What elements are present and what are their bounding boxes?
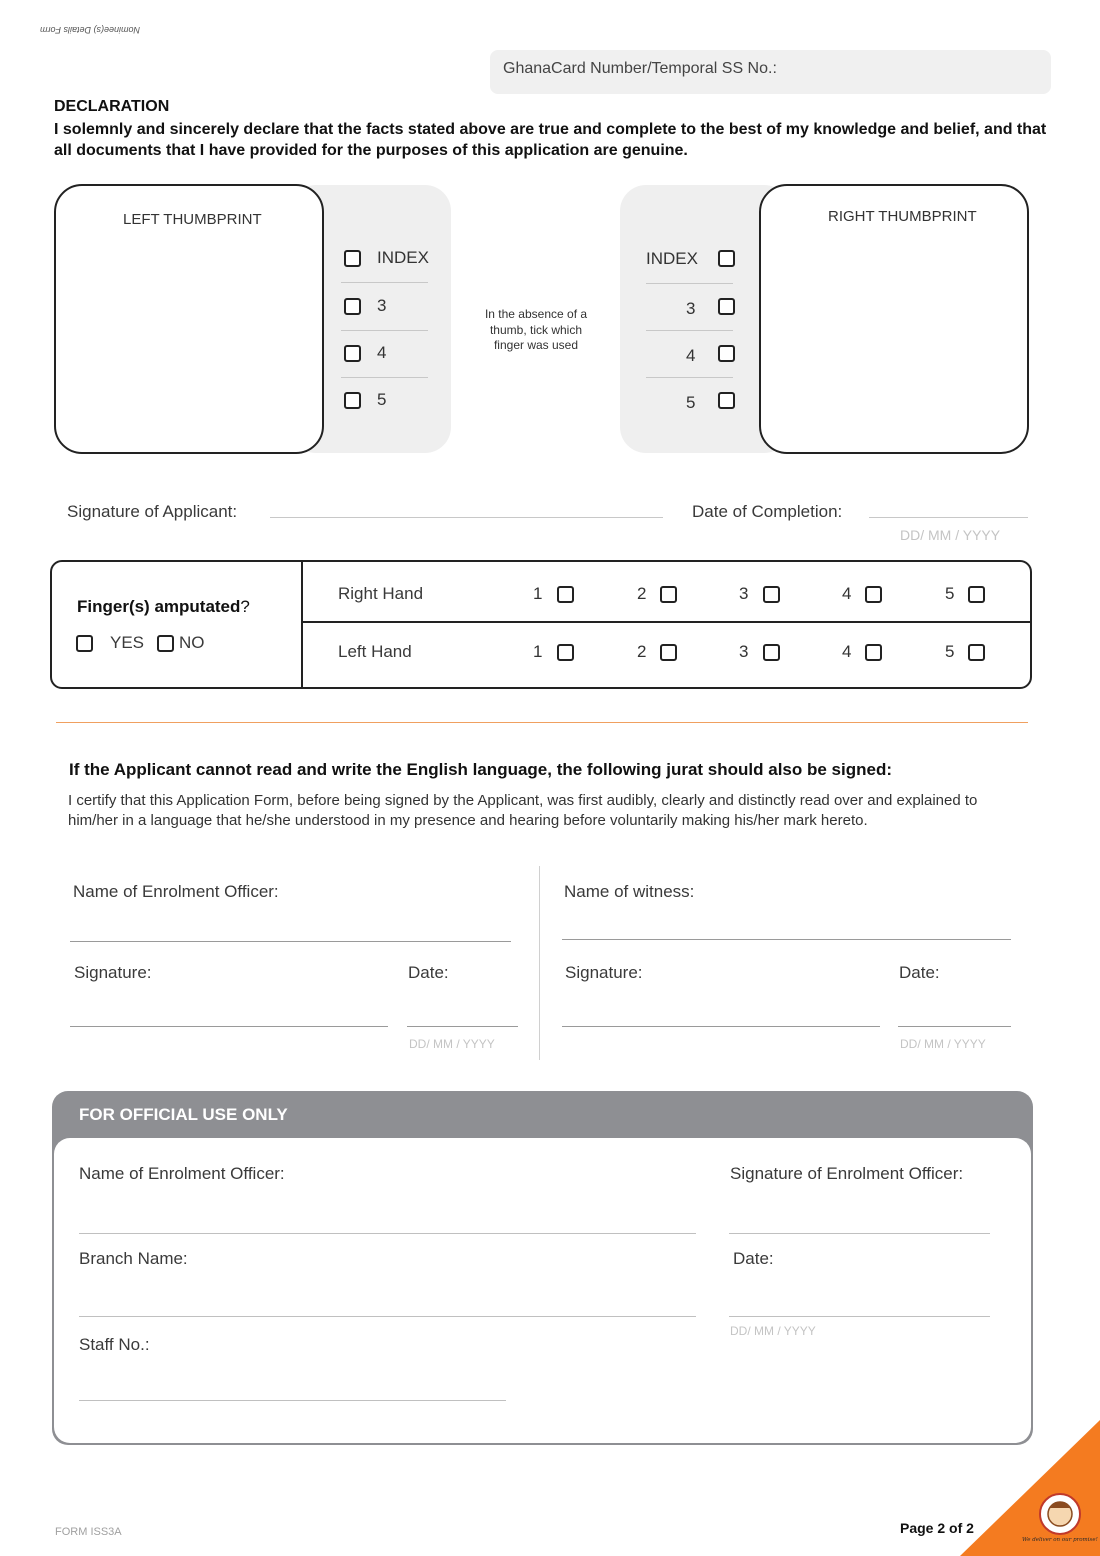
left-finger-3-label: 3 — [377, 296, 387, 315]
left-hand-finger-4-label: 4 — [842, 642, 852, 661]
jurat-officer-name-label: Name of Enrolment Officer: — [73, 882, 279, 901]
amputation-row-divider — [302, 621, 1031, 623]
right-finger-4-checkbox[interactable] — [718, 345, 735, 362]
divider — [341, 377, 428, 378]
thumb-absence-note: In the absence of a thumb, tick which finger was used — [484, 307, 588, 352]
left-hand-finger-5-checkbox[interactable] — [968, 644, 985, 661]
jurat-text: I certify that this Application Form, before being signed by the Applicant, was first audibly, clearly and distinctly read over and explained to him/her in a language that he/she understood in my presence and hearing before voluntarily making his/her mark hereto. — [68, 792, 978, 829]
question-mark: ? — [240, 597, 250, 616]
form-code: FORM ISS3A — [55, 1526, 122, 1538]
witness-date-line[interactable] — [898, 1026, 1011, 1027]
right-hand-finger-4-label: 4 — [842, 584, 852, 603]
applicant-signature-line[interactable] — [270, 517, 663, 518]
amputation-no-checkbox[interactable] — [157, 635, 174, 652]
divider — [646, 377, 733, 378]
right-hand-finger-2-label: 2 — [637, 584, 647, 603]
amputation-yes-label: YES — [110, 633, 145, 652]
right-finger-5-checkbox[interactable] — [718, 392, 735, 409]
jurat-officer-date-placeholder: DD/ MM / YYYY — [409, 1037, 495, 1051]
orange-corner-triangle — [960, 1420, 1100, 1556]
witness-name-label: Name of witness: — [564, 882, 695, 901]
applicant-signature-label: Signature of Applicant: — [67, 502, 238, 521]
official-date-line[interactable] — [729, 1316, 990, 1317]
staff-no-label: Staff No.: — [79, 1335, 150, 1354]
left-index-checkbox[interactable] — [344, 250, 361, 267]
amputation-divider — [301, 561, 303, 688]
right-hand-label: Right Hand — [338, 584, 424, 603]
right-hand-finger-3-label: 3 — [739, 584, 749, 603]
jurat-title: If the Applicant cannot read and write the English language, the following jurat should also be signed: — [69, 760, 892, 779]
jurat-officer-name-line[interactable] — [70, 941, 511, 942]
left-finger-5-label: 5 — [377, 390, 387, 409]
left-finger-4-label: 4 — [377, 343, 387, 362]
right-finger-5-label: 5 — [686, 393, 696, 412]
left-finger-4-checkbox[interactable] — [344, 345, 361, 362]
branch-name-line[interactable] — [79, 1316, 696, 1317]
completion-date-placeholder: DD/ MM / YYYY — [900, 527, 1001, 543]
completion-date-label: Date of Completion: — [692, 502, 843, 521]
divider — [341, 330, 428, 331]
official-officer-name-line[interactable] — [79, 1233, 696, 1234]
witness-name-line[interactable] — [562, 939, 1011, 940]
jurat-column-divider — [539, 866, 540, 1060]
official-officer-signature-line[interactable] — [729, 1233, 990, 1234]
section-divider — [56, 722, 1028, 723]
divider — [341, 282, 428, 283]
right-finger-3-checkbox[interactable] — [718, 298, 735, 315]
amputation-yes-checkbox[interactable] — [76, 635, 93, 652]
right-index-label: INDEX — [646, 249, 698, 268]
witness-date-label: Date: — [899, 963, 940, 982]
left-hand-finger-1-label: 1 — [533, 642, 543, 661]
right-hand-finger-1-label: 1 — [533, 584, 543, 603]
right-hand-finger-3-checkbox[interactable] — [763, 586, 780, 603]
official-date-placeholder: DD/ MM / YYYY — [730, 1324, 816, 1338]
left-finger-5-checkbox[interactable] — [344, 392, 361, 409]
mirrored-form-note: Nominee(s) Details Form — [40, 25, 141, 35]
right-finger-4-label: 4 — [686, 346, 696, 365]
right-hand-finger-5-label: 5 — [945, 584, 955, 603]
left-index-label: INDEX — [377, 248, 429, 267]
amputation-title — [77, 597, 250, 617]
declaration-title: DECLARATION — [54, 98, 170, 115]
corner-logo-badge — [960, 1420, 1100, 1556]
witness-signature-label: Signature: — [565, 963, 643, 982]
official-officer-signature-label: Signature of Enrolment Officer: — [730, 1164, 964, 1183]
left-hand-finger-2-checkbox[interactable] — [660, 644, 677, 661]
branch-name-label: Branch Name: — [79, 1249, 188, 1268]
declaration-text: I solemnly and sincerely declare that the facts stated above are true and complete to the best of my knowledge and belief, and that all documents that I have provided for the purposes of this application are genuine. — [54, 121, 1047, 159]
witness-signature-line[interactable] — [562, 1026, 880, 1027]
right-hand-finger-2-checkbox[interactable] — [660, 586, 677, 603]
divider — [646, 283, 733, 284]
jurat-officer-date-label: Date: — [408, 963, 449, 982]
left-hand-label: Left Hand — [338, 642, 412, 661]
completion-date-line[interactable] — [869, 517, 1028, 518]
page-number: Page 2 of 2 — [900, 1520, 974, 1536]
right-hand-finger-4-checkbox[interactable] — [865, 586, 882, 603]
divider — [646, 330, 733, 331]
left-thumbprint-title: LEFT THUMBPRINT — [123, 211, 262, 228]
left-hand-finger-5-label: 5 — [945, 642, 955, 661]
right-thumbprint-title: RIGHT THUMBPRINT — [828, 208, 977, 225]
amputation-no-label: NO — [179, 633, 205, 652]
right-hand-finger-5-checkbox[interactable] — [968, 586, 985, 603]
official-use-title: FOR OFFICIAL USE ONLY — [79, 1105, 288, 1124]
jurat-officer-signature-label: Signature: — [74, 963, 152, 982]
amputation-title-text: Finger(s) amputated — [77, 597, 241, 616]
staff-no-line[interactable] — [79, 1400, 506, 1401]
left-hand-finger-3-checkbox[interactable] — [763, 644, 780, 661]
jurat-officer-signature-line[interactable] — [70, 1026, 388, 1027]
jurat-officer-date-line[interactable] — [407, 1026, 518, 1027]
right-hand-finger-1-checkbox[interactable] — [557, 586, 574, 603]
amputation-table — [50, 560, 1032, 689]
left-hand-finger-3-label: 3 — [739, 642, 749, 661]
right-finger-3-label: 3 — [686, 299, 696, 318]
ghana-card-label: GhanaCard Number/Temporal SS No.: — [503, 60, 777, 77]
official-date-label: Date: — [733, 1249, 774, 1268]
left-finger-3-checkbox[interactable] — [344, 298, 361, 315]
witness-date-placeholder: DD/ MM / YYYY — [900, 1037, 986, 1051]
left-hand-finger-4-checkbox[interactable] — [865, 644, 882, 661]
official-officer-name-label: Name of Enrolment Officer: — [79, 1164, 285, 1183]
left-hand-finger-1-checkbox[interactable] — [557, 644, 574, 661]
right-index-checkbox[interactable] — [718, 250, 735, 267]
logo-tagline: We deliver on our promise! — [1022, 1537, 1098, 1543]
left-hand-finger-2-label: 2 — [637, 642, 647, 661]
